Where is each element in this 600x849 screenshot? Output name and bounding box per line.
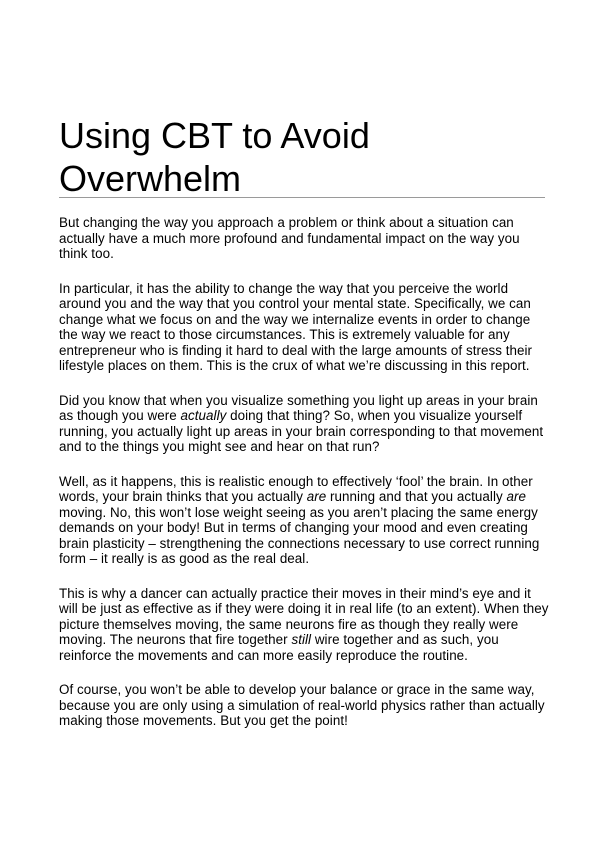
paragraph-text: wire together and as such, you reinforce the movements and can more easily reproduce the routine. — [59, 632, 499, 663]
body-paragraph — [59, 474, 549, 567]
paragraph-text: Well, as it happens, this is realistic enough to effectively ‘fool’ the brain. In other words, your brain thinks that you actually — [59, 473, 533, 504]
body-paragraph — [59, 586, 549, 664]
page-title: Using CBT to Avoid Overwhelm — [59, 115, 370, 199]
paragraph-text: But changing the way you approach a problem or think about a situation can actually have a much more profound and fundamental impact on the way you think too. — [59, 215, 520, 261]
emphasized-text: are — [306, 489, 327, 504]
body-paragraph — [59, 393, 549, 455]
paragraph-text: This is why a dancer can actually practice their moves in their mind’s eye and it will be just as effective as if they were doing it in real life (to an extent). When they picture themselves moving, the same neurons fire as though they really were moving. The neurons that fire together — [59, 585, 549, 647]
paragraph-text: doing that thing? So, when you visualize yourself running, you actually light up areas in your brain corresponding to that movement and to the things you might see and hear on that run? — [59, 408, 544, 454]
paragraph-text: moving. No, this won’t lose weight seeing as you aren’t placing the same energy demands on your body! But in terms of changing your mood and even creating brain plasticity – strengthening the connections necessary to use correct running form – it really is as good as the real deal. — [59, 504, 540, 566]
body-paragraph — [59, 682, 549, 729]
emphasized-text: are — [506, 489, 527, 504]
body-paragraph — [59, 281, 549, 374]
emphasized-text: still — [291, 632, 312, 647]
paragraph-text: In particular, it has the ability to change the way that you perceive the world around you and the way that you control your mental state. Specifically, we can change what we focus on and the way we internalize events in order to change the way we react to those circumstances. This is extremely valuable for any entrepreneur who is finding it hard to deal with the large amounts of stress their lifestyle places on them. This is the crux of what we’re discussing in this report. — [59, 280, 533, 373]
title-divider — [59, 197, 545, 198]
body-paragraph — [59, 215, 549, 262]
emphasized-text: actually — [180, 408, 227, 423]
paragraph-text: running and that you actually — [326, 489, 507, 504]
document-body — [59, 215, 549, 748]
paragraph-text: Of course, you won’t be able to develop your balance or grace in the same way, because you are only using a simulation of real-world physics rather than actually making those movements. But you get the point! — [59, 682, 545, 728]
paragraph-text: Did you know that when you visualize something you light up areas in your brain as though you were — [59, 392, 538, 423]
